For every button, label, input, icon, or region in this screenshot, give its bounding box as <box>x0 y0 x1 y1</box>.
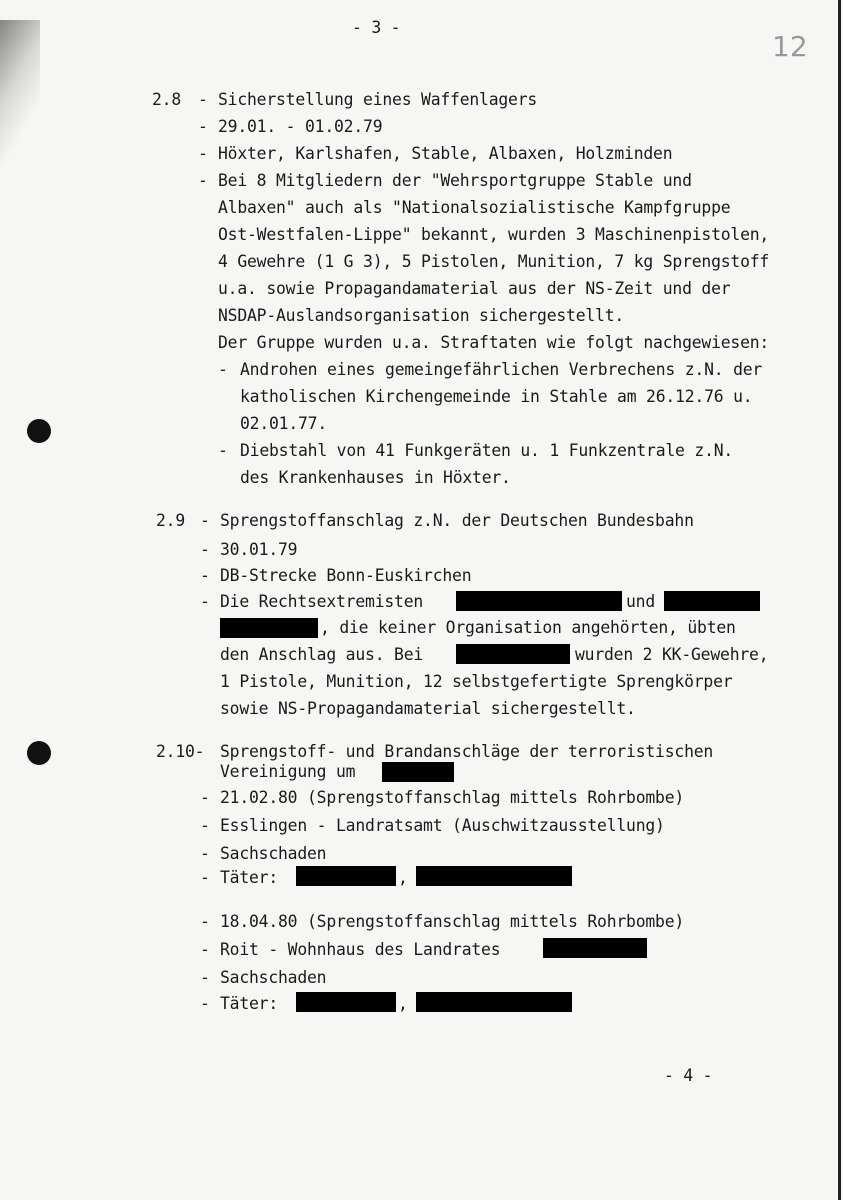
body-line: 1 Pistole, Munition, 12 selbstgefertigte Sprengkörper <box>220 672 733 691</box>
date: 21.02.80 (Sprengstoffanschlag mittels Rohrbombe) <box>220 788 685 807</box>
section-title: Sprengstoff- und Brandanschläge der terroristischen <box>220 742 714 761</box>
sub-item-line: katholischen Kirchengemeinde in Stahle am 26.12.76 u. <box>240 387 753 406</box>
dash: - <box>198 171 208 190</box>
dash: - <box>198 144 208 163</box>
dash: - <box>200 816 210 835</box>
body-line: Die Rechtsextremisten <box>220 592 424 611</box>
next-page-marker: - 4 - <box>664 1066 713 1085</box>
section-title: Vereinigung um <box>220 762 356 781</box>
sub-item-line: 02.01.77. <box>240 414 328 433</box>
redaction <box>220 618 318 638</box>
dash: - <box>200 968 210 987</box>
perpetrators-label: Täter: <box>220 868 279 887</box>
sub-item-line: des Krankenhauses in Höxter. <box>240 468 511 487</box>
dash: - <box>200 511 210 530</box>
body-line: Der Gruppe wurden u.a. Straftaten wie folgt nachgewiesen: <box>218 333 770 352</box>
section-number: 2.9 <box>156 511 186 530</box>
redaction <box>416 866 572 886</box>
punch-hole <box>27 419 51 443</box>
dash: - <box>198 117 208 136</box>
body-line: wurden 2 KK-Gewehre, <box>575 645 769 664</box>
body-line: 4 Gewehre (1 G 3), 5 Pistolen, Munition, 7 kg Sprengstoff <box>218 252 770 271</box>
dash: - <box>200 868 210 887</box>
punch-hole <box>27 741 51 765</box>
redaction <box>456 591 622 611</box>
section-number: 2.10- <box>156 742 205 761</box>
places: Höxter, Karlshafen, Stable, Albaxen, Holzminden <box>218 144 673 163</box>
stamp-number: 12 <box>772 30 808 63</box>
dash: - <box>200 592 210 611</box>
section-title: Sicherstellung eines Waffenlagers <box>218 90 538 109</box>
dash: - <box>200 994 210 1013</box>
dash: - <box>198 90 208 109</box>
dash: - <box>200 540 210 559</box>
body-line: und <box>626 592 656 611</box>
redaction <box>416 992 572 1012</box>
place: Roit - Wohnhaus des Landrates <box>220 940 501 959</box>
date: 18.04.80 (Sprengstoffanschlag mittels Rohrbombe) <box>220 912 685 931</box>
perpetrators-label: Täter: <box>220 994 279 1013</box>
dash: - <box>200 844 210 863</box>
body-line: , die keiner Organisation angehörten, übten <box>320 618 736 637</box>
dash: - <box>200 912 210 931</box>
scan-shadow <box>0 20 40 170</box>
damage: Sachschaden <box>220 968 327 987</box>
redaction <box>456 644 570 664</box>
sub-item-line: Diebstahl von 41 Funkgeräten u. 1 Funkzentrale z.N. <box>240 441 734 460</box>
redaction <box>296 866 396 886</box>
body-line: u.a. sowie Propagandamaterial aus der NS-Zeit und der <box>218 279 731 298</box>
dash: - <box>200 940 210 959</box>
redaction <box>543 938 647 958</box>
redaction <box>296 992 396 1012</box>
body-line: sowie NS-Propagandamaterial sichergestellt. <box>220 699 636 718</box>
redaction <box>382 762 454 782</box>
date: 29.01. - 01.02.79 <box>218 117 383 136</box>
dash: - <box>200 788 210 807</box>
page-edge <box>838 0 841 1200</box>
section-number: 2.8 <box>152 90 182 109</box>
dash: - <box>218 441 228 460</box>
date: 30.01.79 <box>220 540 298 559</box>
separator: , <box>398 868 408 887</box>
body-line: Albaxen" auch als "Nationalsozialistische Kampfgruppe <box>218 198 731 217</box>
place: DB-Strecke Bonn-Euskirchen <box>220 566 472 585</box>
body-line: den Anschlag aus. Bei <box>220 645 424 664</box>
body-line: NSDAP-Auslandsorganisation sichergestellt. <box>218 306 625 325</box>
dash: - <box>200 566 210 585</box>
dash: - <box>218 360 228 379</box>
redaction <box>664 591 760 611</box>
place: Esslingen - Landratsamt (Auschwitzausstellung) <box>220 816 665 835</box>
sub-item-line: Androhen eines gemeingefährlichen Verbrechens z.N. der <box>240 360 763 379</box>
separator: , <box>398 994 408 1013</box>
section-title: Sprengstoffanschlag z.N. der Deutschen Bundesbahn <box>220 511 694 530</box>
page-marker: - 3 - <box>352 18 401 37</box>
body-line: Ost-Westfalen-Lippe" bekannt, wurden 3 Maschinenpistolen, <box>218 225 770 244</box>
body-line: Bei 8 Mitgliedern der "Wehrsportgruppe Stable und <box>218 171 692 190</box>
damage: Sachschaden <box>220 844 327 863</box>
